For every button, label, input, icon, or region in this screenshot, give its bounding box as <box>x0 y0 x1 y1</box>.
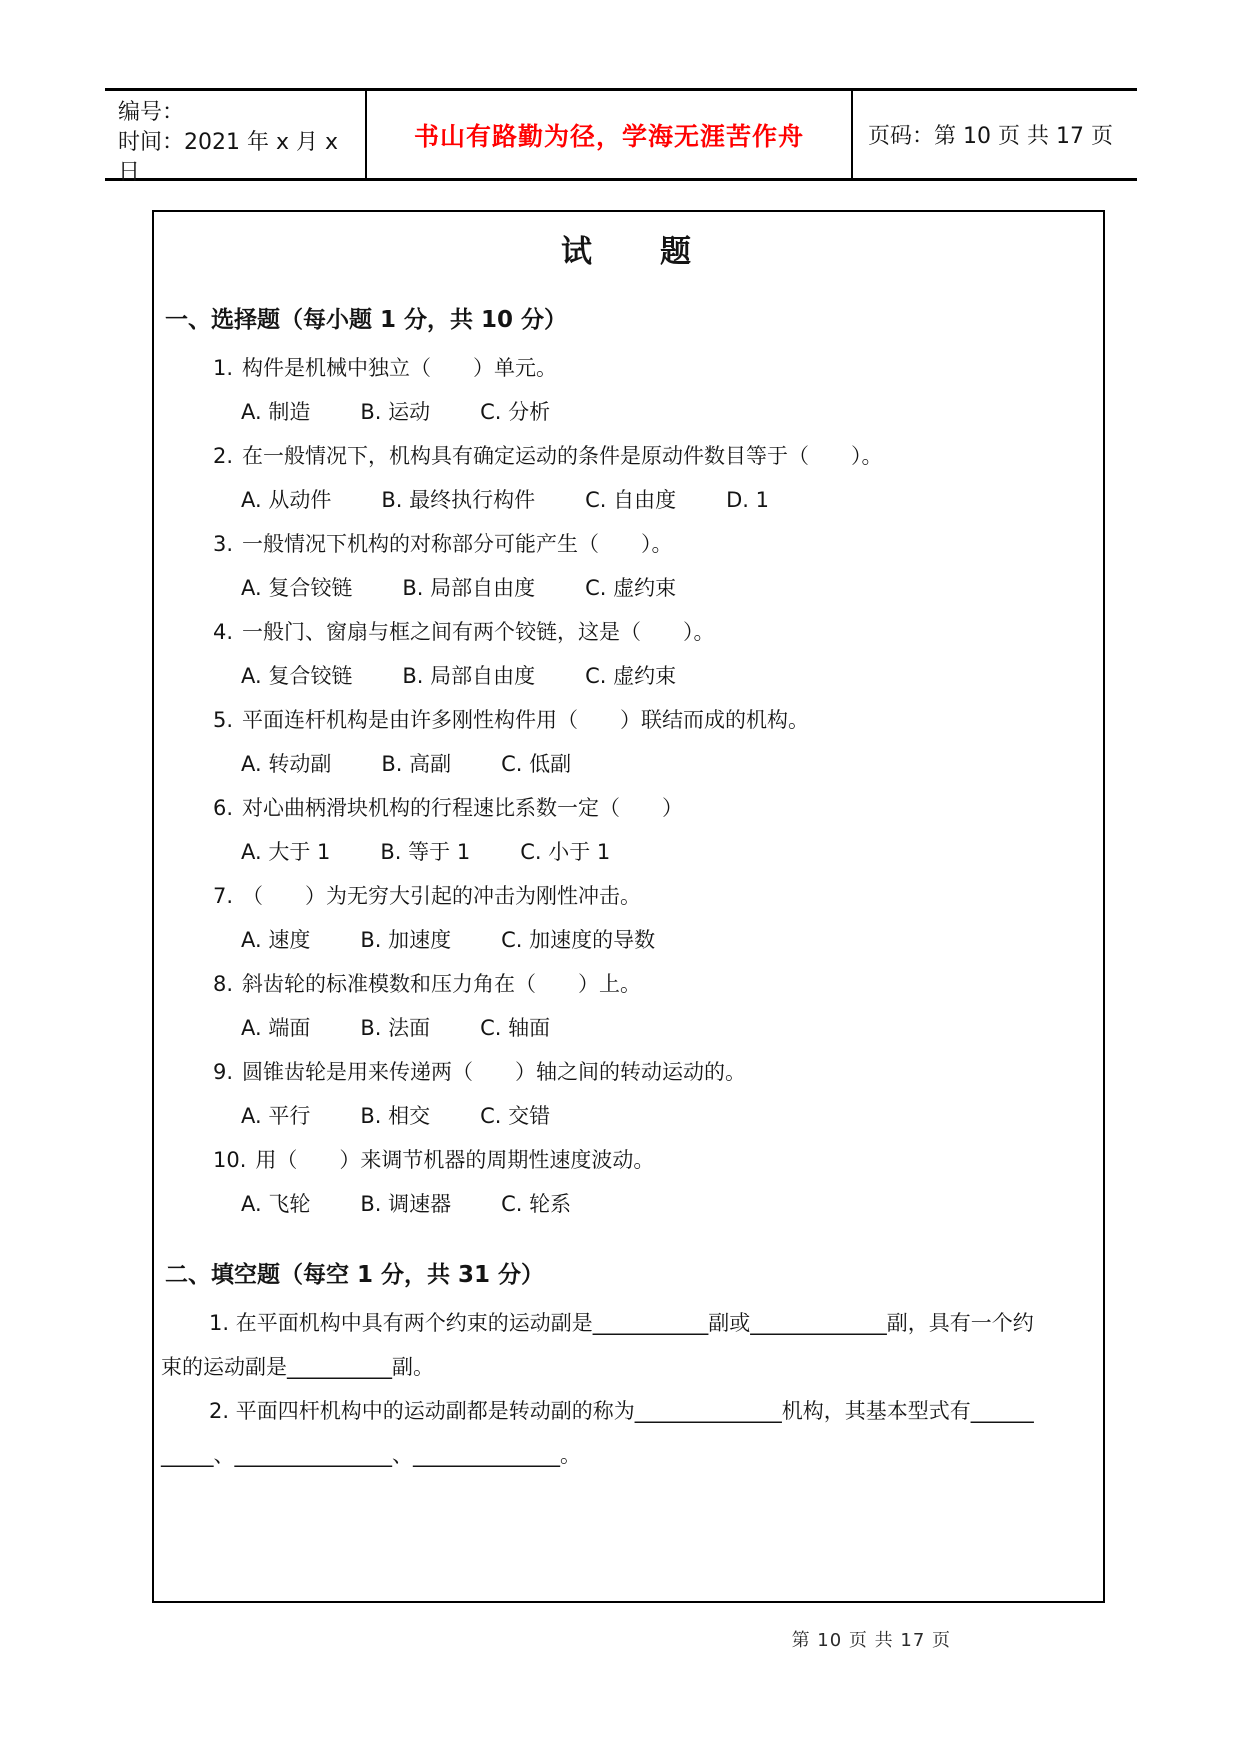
header-motto-cell <box>367 91 853 178</box>
option-item: B. 局部自由度 <box>402 664 536 688</box>
fill-blank-line: 2. 平面四杆机构中的运动副都是转动副的称为______________机构，其基本型式有______ <box>209 1399 1034 1423</box>
fill-blank-list <box>159 1301 1095 1477</box>
question-text-row <box>213 346 1095 390</box>
option-item: B. 等于 1 <box>380 840 471 864</box>
options-row <box>241 1006 1095 1050</box>
options-row <box>241 742 1095 786</box>
multiple-choice-list <box>159 346 1095 1226</box>
option-item: C. 交错 <box>480 1104 551 1128</box>
question-number: 6. <box>213 796 234 820</box>
option-item: A. 大于 1 <box>241 840 331 864</box>
option-item: B. 加速度 <box>360 928 452 952</box>
section-1-heading: 一、选择题（每小题 1 分，共 10 分） <box>165 307 568 333</box>
options-row <box>241 478 1095 522</box>
fill-blank-line: _____、_______________、______________。 <box>161 1443 581 1467</box>
fill-blank-line: 1. 在平面机构中具有两个约束的运动副是___________副或_____________副，具有一个约 <box>209 1311 1034 1335</box>
question-number: 4. <box>213 620 234 644</box>
options-row <box>241 1182 1095 1226</box>
question-text: 平面连杆机构是由许多刚性构件用（ ）联结而成的机构。 <box>242 708 810 732</box>
question-number: 7. <box>213 884 234 908</box>
doc-number-label: 编号： <box>118 100 185 125</box>
option-item: A. 转动副 <box>241 752 332 776</box>
option-item: C. 自由度 <box>585 488 677 512</box>
option-item: B. 调速器 <box>360 1192 452 1216</box>
option-item: C. 加速度的导数 <box>501 928 656 952</box>
question-text-row <box>213 1050 1095 1094</box>
question-number: 9. <box>213 1060 234 1084</box>
options-row <box>241 830 1095 874</box>
option-item: A. 端面 <box>241 1016 311 1040</box>
options-row <box>241 566 1095 610</box>
option-item: B. 运动 <box>360 400 431 424</box>
option-item: B. 最终执行构件 <box>381 488 536 512</box>
question-text: 斜齿轮的标准模数和压力角在（ ）上。 <box>242 972 642 996</box>
options-row <box>241 918 1095 962</box>
option-item: A. 平行 <box>241 1104 311 1128</box>
option-item: C. 小于 1 <box>520 840 611 864</box>
fill-blank-line: 束的运动副是__________副。 <box>161 1355 434 1379</box>
question-number: 2. <box>213 444 234 468</box>
option-item: A. 速度 <box>241 928 311 952</box>
option-item: B. 相交 <box>360 1104 431 1128</box>
options-row <box>241 1094 1095 1138</box>
question-text-row <box>213 874 1095 918</box>
option-item: B. 法面 <box>360 1016 431 1040</box>
question-text: 构件是机械中独立（ ）单元。 <box>242 356 558 380</box>
question-number: 10. <box>213 1148 247 1172</box>
page-footer <box>792 1626 951 1652</box>
option-item: A. 飞轮 <box>241 1192 311 1216</box>
option-item: A. 复合铰链 <box>241 664 353 688</box>
question-text: 用（ ）来调节机器的周期性速度波动。 <box>255 1148 655 1172</box>
question-text-row <box>213 434 1095 478</box>
exam-title: 试 题 <box>561 234 693 270</box>
options-row <box>241 654 1095 698</box>
question-text: 一般门、窗扇与框之间有两个铰链，这是（ ）。 <box>242 620 715 644</box>
question-text-row <box>213 1138 1095 1182</box>
question-text: 对心曲柄滑块机构的行程速比系数一定（ ） <box>242 796 684 820</box>
option-item: C. 轴面 <box>480 1016 551 1040</box>
question-number: 1. <box>213 356 234 380</box>
section-2-heading: 二、填空题（每空 1 分，共 31 分） <box>165 1262 545 1288</box>
exam-content-box <box>152 210 1105 1603</box>
page-header <box>105 88 1137 185</box>
motto-text: 书山有路勤为径，学海无涯苦作舟 <box>413 121 804 151</box>
page-info-label: 页码：第 10 页 共 17 页 <box>868 124 1113 149</box>
option-item: C. 虚约束 <box>585 576 677 600</box>
option-item: D. 1 <box>726 488 770 512</box>
option-item: C. 轮系 <box>501 1192 572 1216</box>
question-text-row <box>213 962 1095 1006</box>
question-text-row <box>213 610 1095 654</box>
question-number: 8. <box>213 972 234 996</box>
option-item: C. 虚约束 <box>585 664 677 688</box>
question-text-row <box>213 786 1095 830</box>
header-page-cell <box>853 91 1137 178</box>
question-number: 3. <box>213 532 234 556</box>
question-text: （ ）为无穷大引起的冲击为刚性冲击。 <box>242 884 642 908</box>
option-item: C. 低副 <box>501 752 572 776</box>
option-item: A. 从动件 <box>241 488 332 512</box>
footer-page-label: 第 10 页 共 17 页 <box>791 1630 951 1651</box>
question-text: 一般情况下机构的对称部分可能产生（ ）。 <box>242 532 673 556</box>
option-item: A. 制造 <box>241 400 311 424</box>
header-meta-cell <box>105 91 367 185</box>
option-item: B. 局部自由度 <box>402 576 536 600</box>
question-text-row <box>213 522 1095 566</box>
option-item: C. 分析 <box>480 400 551 424</box>
options-row <box>241 390 1095 434</box>
question-text: 圆锥齿轮是用来传递两（ ）轴之间的转动运动的。 <box>242 1060 747 1084</box>
option-item: B. 高副 <box>381 752 452 776</box>
option-item: A. 复合铰链 <box>241 576 353 600</box>
question-text-row <box>213 698 1095 742</box>
doc-time-label: 时间：2021 年 x 月 x 日 <box>118 130 339 185</box>
question-number: 5. <box>213 708 234 732</box>
question-text: 在一般情况下，机构具有确定运动的条件是原动件数目等于（ ）。 <box>242 444 883 468</box>
